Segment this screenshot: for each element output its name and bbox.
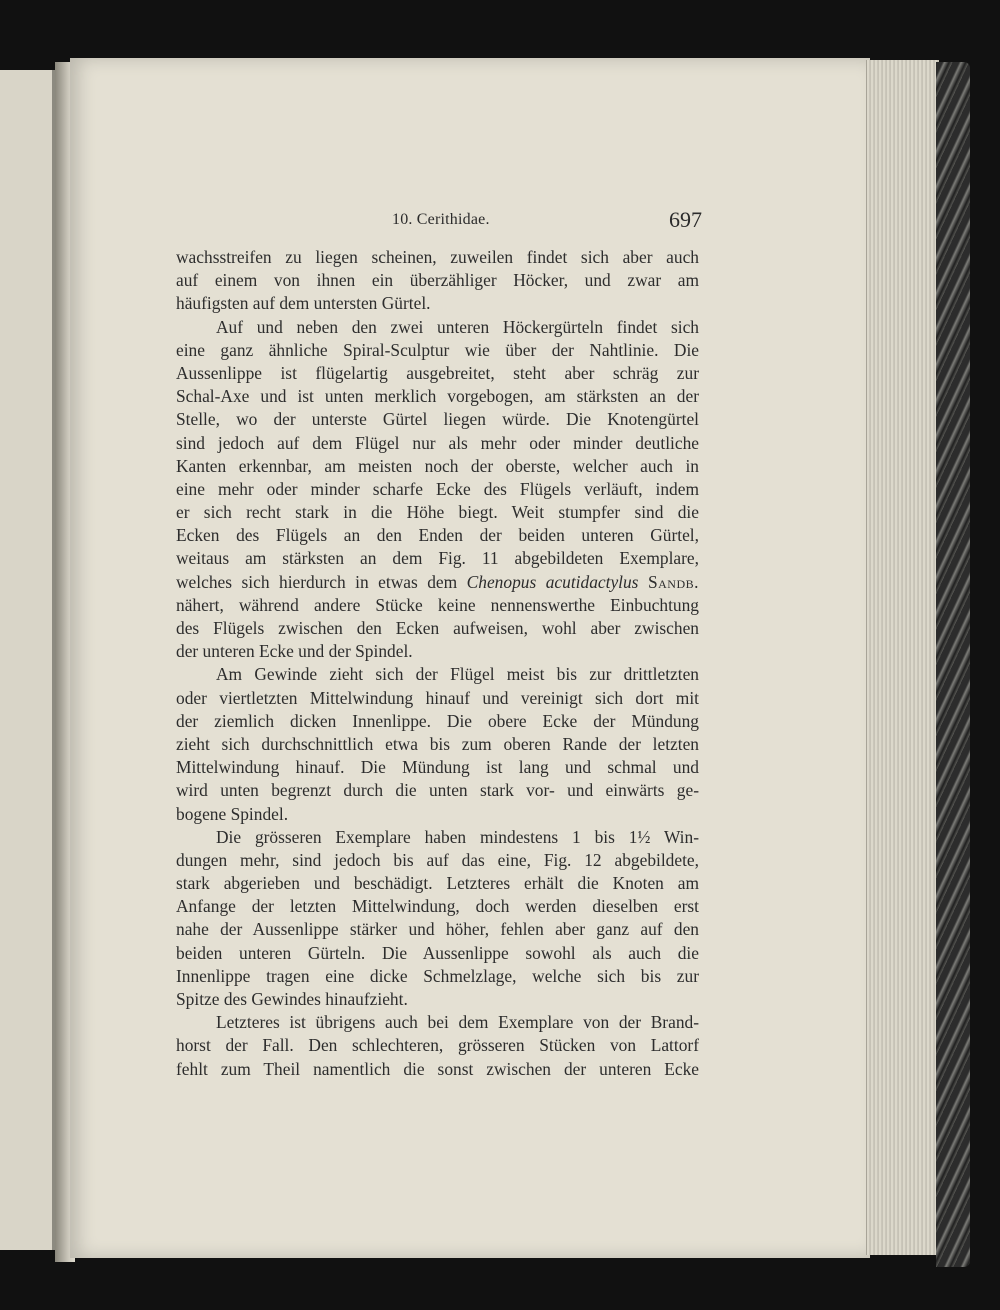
text-line: weitaus am stärksten an dem Fig. 11 abgebildeten Exemplare, [176, 548, 699, 569]
text-line: wird unten begrenzt durch die unten stark vor- und einwärts ge- [176, 780, 699, 801]
text-line: Auf und neben den zwei unteren Höckergürteln findet sich [216, 316, 699, 337]
text-line: Ecken des Flügels an den Enden der beiden unteren Gürtel, [176, 525, 699, 546]
text-line: Aussenlippe ist flügelartig ausgebreitet, steht aber schräg zur [176, 362, 699, 383]
species-name: Chenopus acutidactylus [466, 571, 639, 592]
left-page-edge [0, 70, 55, 1250]
text-line: des Flügels zwischen den Ecken aufweisen, wohl aber zwischen [176, 618, 699, 638]
running-header [392, 207, 702, 235]
text-line: bogene Spindel. [176, 803, 289, 824]
text-line: Innenlippe tragen eine dicke Schmelzlage, welche sich bis zur [176, 965, 699, 986]
text-line: beiden unteren Gürteln. Die Aussenlippe sowohl als auch die [176, 942, 699, 963]
text-line: Spitze des Gewindes hinaufzieht. [176, 989, 408, 1009]
text-line: nahe der Aussenlippe stärker und höher, fehlen aber ganz auf den [176, 919, 699, 940]
text-line: dungen mehr, sind jedoch bis auf das eine, Fig. 12 abgebildete, [176, 849, 699, 870]
text-line: der unteren Ecke und der Spindel. [176, 641, 413, 662]
text-line: Anfange der letzten Mittelwindung, doch werden dieselben erst [176, 896, 699, 917]
marbled-cover-edge [936, 62, 970, 1267]
text-line: Am Gewinde zieht sich der Flügel meist bis zur drittletzten [216, 664, 699, 685]
text-line: Stelle, wo der unterste Gürtel liegen würde. Die Knotengürtel [176, 409, 699, 430]
text-line: horst der Fall. Den schlechteren, grösseren Stücken von Lattorf [176, 1035, 699, 1056]
text-line: der ziemlich dicken Innenlippe. Die obere Ecke der Mündung [176, 710, 699, 731]
text-line: er sich recht stark in die Höhe biegt. Weit stumpfer sind die [176, 502, 699, 523]
text-line: Die grösseren Exemplare haben mindestens 1 bis 1½ Win- [216, 826, 699, 847]
text-line-start: welches sich hierdurch in etwas dem [176, 571, 458, 592]
text-line: Mittelwindung hinauf. Die Mündung ist lang und schmal und [176, 757, 699, 778]
text-line: nähert, während andere Stücke keine nennenswerthe Einbuchtung [176, 594, 699, 615]
text-line: eine mehr oder minder scharfe Ecke des Flügels verläuft, indem [176, 478, 699, 499]
text-line: wachsstreifen zu liegen scheinen, zuweilen findet sich aber auch [176, 247, 699, 267]
section-title: 10. Cerithidae. [392, 211, 490, 228]
text-line: fehlt zum Theil namentlich die sonst zwischen der unteren Ecke [176, 1058, 699, 1079]
text-line: zieht sich durchschnittlich etwa bis zum oberen Rande der letzten [176, 733, 699, 754]
text-line: Schal-Axe und ist unten merklich vorgebogen, am stärksten an der [176, 386, 699, 407]
text-line: häufigsten auf dem untersten Gürtel. [176, 293, 431, 314]
text-line: eine ganz ähnliche Spiral-Sculptur wie über der Nahtlinie. Die [176, 339, 699, 360]
page-stack-edges [866, 60, 939, 1255]
page-number: 697 [669, 207, 702, 232]
body-text [176, 246, 699, 1081]
author-abbreviation: Sandb. [647, 571, 699, 592]
text-line: Kanten erkennbar, am meisten noch der oberste, welcher auch in [176, 455, 699, 476]
text-line: stark abgerieben und beschädigt. Letzteres erhält die Knoten am [176, 873, 699, 894]
text-line: oder viertletzten Mittelwindung hinauf und vereinigt sich dort mit [176, 687, 699, 708]
text-line-species [176, 571, 699, 594]
text-line: sind jedoch auf dem Flügel nur als mehr oder minder deutliche [176, 432, 699, 453]
text-line: Letzteres ist übrigens auch bei dem Exemplare von der Brand- [216, 1012, 699, 1033]
text-line: auf einem von ihnen ein überzähliger Höcker, und zwar am [176, 270, 699, 291]
